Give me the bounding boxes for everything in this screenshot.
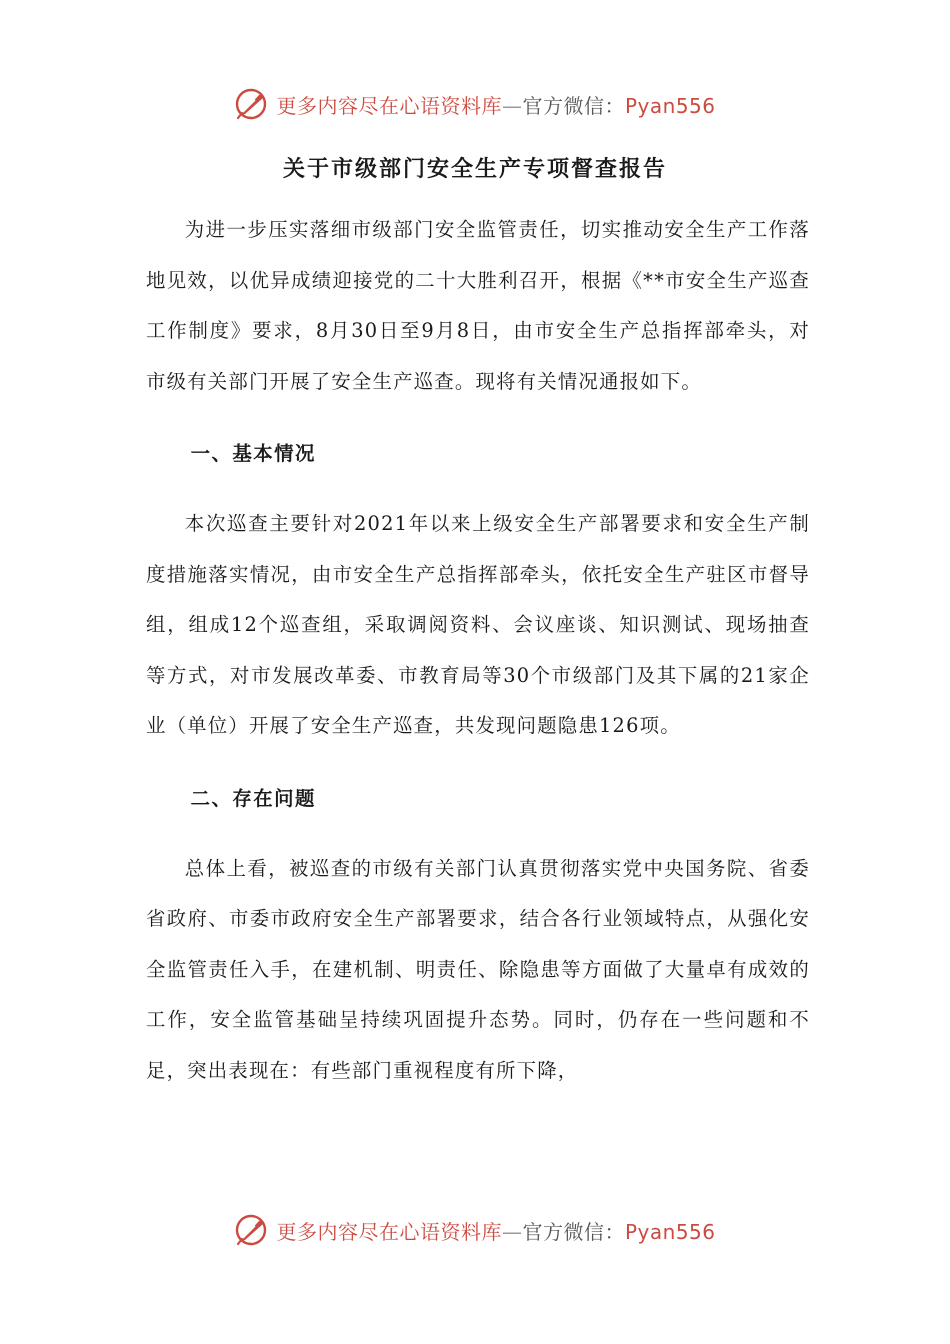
watermark-main-text: 更多内容尽在心语资料库 <box>276 1219 502 1244</box>
watermark-dash: — <box>501 1219 523 1244</box>
watermark-footer <box>0 1210 950 1250</box>
quill-logo-icon <box>234 87 268 121</box>
watermark-wechat-id: Pyan556 <box>624 93 716 118</box>
document-title: 关于市级部门安全生产专项督查报告 <box>282 157 667 182</box>
watermark-text <box>276 1216 715 1245</box>
section-paragraph-basic-situation: 本次巡查主要针对2021年以来上级安全生产部署要求和安全生产制度措施落实情况，由市安全生产总指挥部牵头，依托安全生产驻区市督导组，组成12个巡查组，采取调阅资料、会议座谈、知识测试、现场抽查等方式，对市发展改革委、市教育局等30个市级部门及其下属的21家企业（单位）开展了安全生产巡查，共发现问题隐患126项。 <box>146 512 810 737</box>
watermark-wechat-id: Pyan556 <box>624 1219 716 1244</box>
watermark-text <box>276 90 715 119</box>
watermark-dash: — <box>501 93 523 118</box>
watermark-main-text: 更多内容尽在心语资料库 <box>276 93 502 118</box>
section-heading-existing-problems: 二、存在问题 <box>190 786 316 810</box>
watermark-header <box>0 84 950 124</box>
section-paragraph-existing-problems: 总体上看，被巡查的市级有关部门认真贯彻落实党中央国务院、省委省政府、市委市政府安全生产部署要求，结合各行业领域特点，从强化安全监管责任入手，在建机制、明责任、除隐患等方面做了大量卓有成效的工作，安全监管基础呈持续巩固提升态势。同时，仍存在一些问题和不足，突出表现在：有些部门重视程度有所下降， <box>146 856 810 1082</box>
section-heading-basic-situation: 一、基本情况 <box>190 442 316 465</box>
watermark-wechat-label: 官方微信： <box>522 93 625 118</box>
watermark-wechat-label: 官方微信： <box>522 1219 625 1244</box>
quill-logo-icon <box>234 1213 268 1247</box>
document-body <box>146 205 810 1096</box>
intro-paragraph: 为进一步压实落细市级部门安全监管责任，切实推动安全生产工作落地见效，以优异成绩迎接党的二十大胜利召开，根据《**市安全生产巡查工作制度》要求，8月30日至9月8日，由市安全生产总指挥部牵头，对市级有关部门开展了安全生产巡查。现将有关情况通报如下。 <box>146 218 810 393</box>
